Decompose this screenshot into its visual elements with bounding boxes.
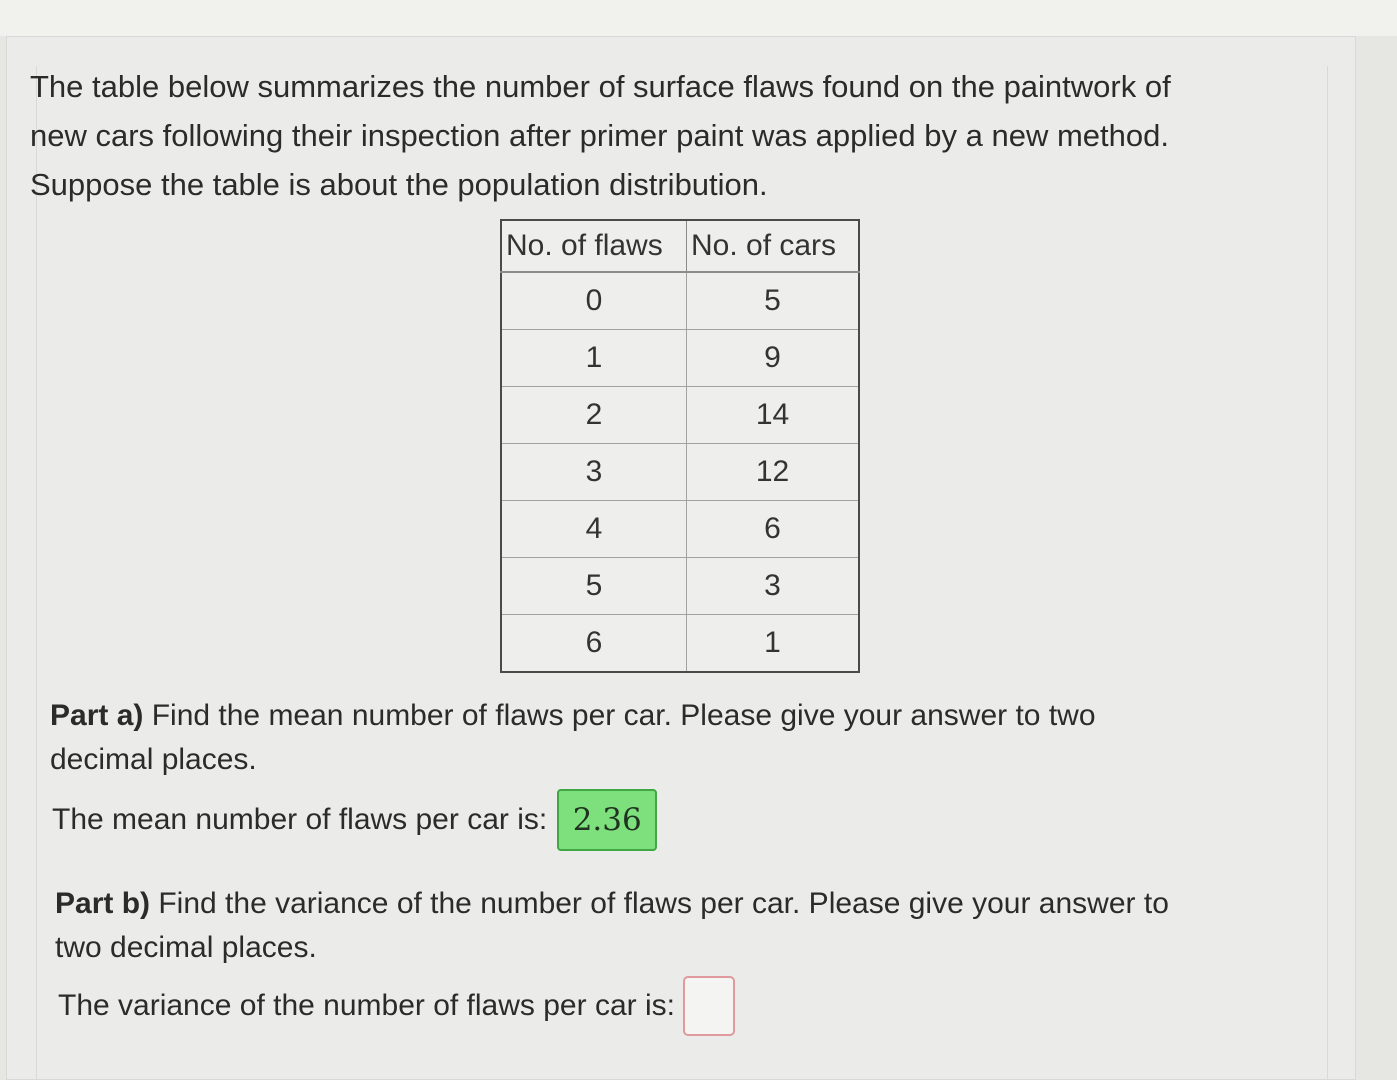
- table-row: [501, 615, 859, 673]
- table-header-row: [501, 220, 859, 272]
- table-row: [501, 501, 859, 558]
- header-flaws: No. of flaws: [501, 220, 687, 272]
- intro-line-2: new cars following their inspection after primer paint was applied by a new method.: [30, 118, 1169, 153]
- part-b-answer-prompt: The variance of the number of flaws per car is:: [58, 989, 675, 1022]
- table-row: [501, 272, 859, 330]
- part-b-text-line-2: two decimal places.: [55, 931, 317, 964]
- cars-cell: 1: [687, 615, 860, 673]
- question-intro: [30, 62, 1320, 209]
- part-a-text-line-1: Find the mean number of flaws per car. Please give your answer to two: [143, 699, 1096, 732]
- flaws-table: [500, 219, 860, 673]
- flaws-cell: 1: [501, 330, 687, 387]
- cars-cell: 6: [687, 501, 860, 558]
- cars-cell: 14: [687, 387, 860, 444]
- table-row: [501, 558, 859, 615]
- flaws-cell: 5: [501, 558, 687, 615]
- cars-cell: 3: [687, 558, 860, 615]
- flaws-cell: 6: [501, 615, 687, 673]
- variance-answer-field[interactable]: [683, 976, 735, 1036]
- flaws-cell: 4: [501, 501, 687, 558]
- table-row: [501, 444, 859, 501]
- part-a-answer-row: [52, 788, 657, 852]
- part-a-text-line-2: decimal places.: [50, 743, 257, 776]
- part-a-label: Part a): [50, 699, 144, 732]
- part-b-answer-row: [58, 975, 735, 1037]
- intro-line-1: The table below summarizes the number of surface flaws found on the paintwork of: [30, 69, 1171, 104]
- cars-cell: 9: [687, 330, 860, 387]
- flaws-cell: 0: [501, 272, 687, 330]
- part-a-answer-prompt: The mean number of flaws per car is:: [52, 803, 548, 836]
- mean-answer-field[interactable]: 2.36: [557, 789, 657, 851]
- flaws-cell: 3: [501, 444, 687, 501]
- table-row: [501, 387, 859, 444]
- part-b-text-line-1: Find the variance of the number of flaws per car. Please give your answer to: [150, 887, 1169, 920]
- part-a-question: [50, 694, 1300, 782]
- table-row: [501, 330, 859, 387]
- flaws-cell: 2: [501, 387, 687, 444]
- part-b-label: Part b): [55, 887, 151, 920]
- cars-cell: 12: [687, 444, 860, 501]
- part-b-question: [55, 882, 1305, 970]
- top-strip: [0, 0, 1397, 36]
- intro-line-3: Suppose the table is about the population distribution.: [30, 167, 768, 202]
- header-cars: No. of cars: [687, 220, 860, 272]
- cars-cell: 5: [687, 272, 860, 330]
